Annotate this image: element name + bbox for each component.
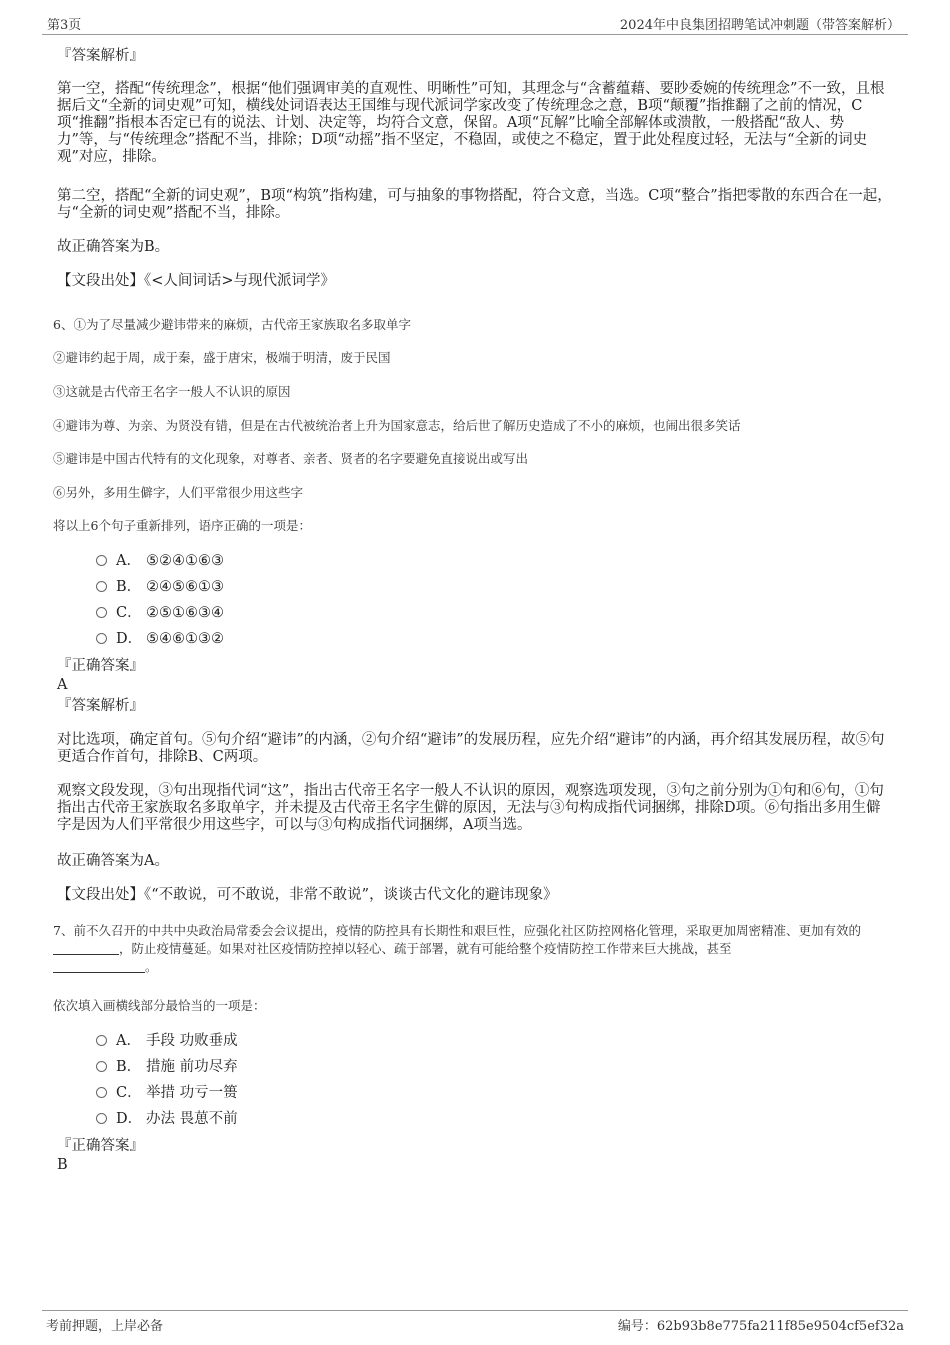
q5-analysis-para1: 第一空，搭配“传统理念”，根据“他们强调审美的直观性、明晰性”可知，其理念与“含蓄蕴藉、要眇委婉的传统理念”不一致，且根据后文“全新的词史观”可知，横线处词语表达王国维与现代派词学家改变了传统理念之意，B项“颠覆”指推翻了之前的情况，C项“推翻”指根本否定已有的说法、计划、决定等，均符合文意，保留。A项“瓦解”比喻全部解体或溃散，一般搭配“敌人、势力”等，与“传统理念”搭配不当，排除；D项“动摇”指不坚定，不稳固，或使之不稳定，置于此处程度过轻，无法与“全新的词史观”对应，排除。 xyxy=(57,81,885,165)
q6-sentence-3: ③这就是古代帝王名字一般人不认识的原因 xyxy=(53,384,291,399)
q6-sentence-5: ⑤避讳是中国古代特有的文化现象，对尊者、亲者、贤者的名字要避免直接说出或写出 xyxy=(53,451,529,466)
q7-answer: B xyxy=(57,1157,68,1173)
q7-prompt: 依次填入画横线部分最恰当的一项是： xyxy=(53,998,266,1013)
page-header xyxy=(42,14,908,35)
q7-option-d[interactable]: D． 办法 畏葸不前 xyxy=(96,1109,238,1129)
q6-answer: A xyxy=(57,677,68,693)
footer-slogan: 考前押题，上岸必备 xyxy=(46,1319,164,1334)
q6-source: 【文段出处】《“不敢说，可不敢说，非常不敢说”，谈谈古代文化的避讳现象》 xyxy=(57,887,558,903)
q6-answer-label: 『正确答案』 xyxy=(57,658,144,674)
q6-sentence-1: 6、①为了尽量减少避讳带来的麻烦，古代帝王家族取名多取单字 xyxy=(53,317,411,332)
q6-sentence-6: ⑥另外，多用生僻字，人们平常很少用这些字 xyxy=(53,485,304,500)
q6-option-a[interactable]: A． ⑤②④①⑥③ xyxy=(96,551,224,571)
radio-button-icon[interactable] xyxy=(96,1113,107,1124)
radio-button-icon[interactable] xyxy=(96,1035,107,1046)
q7-stem: 7、前不久召开的中共中央政治局常委会会议提出，疫情的防控具有长期性和艰巨性，应强化社区防控网格化管理，采取更加周密精准、更加有效的 ，防止疫情蔓延。如果对社区疫情防控掉以轻心、疏于部署，就有可能给整个疫情防控工作带来巨大挑战，甚至 。 xyxy=(53,923,861,974)
q6-prompt: 将以上6个句子重新排列，语序正确的一项是： xyxy=(53,518,311,533)
radio-button-icon[interactable] xyxy=(96,1087,107,1098)
radio-button-icon[interactable] xyxy=(96,633,107,644)
q6-analysis-para2: 观察文段发现，③句出现指代词“这”，指出古代帝王名字一般人不认识的原因，观察选项发现，③句之前分别为①句和⑥句，①句指出古代帝王家族取名多取单字，并未提及古代帝王名字生僻的原因，无法与③句构成指代词捆绑，排除D项。⑥句指出多用生僻字是因为人们平常很少用这些字，可以与③句构成指代词捆绑，A项当选。 xyxy=(57,783,884,833)
q7-option-b[interactable]: B． 措施 前功尽弃 xyxy=(96,1057,238,1077)
q7-option-a[interactable]: A． 手段 功败垂成 xyxy=(96,1031,238,1051)
page-footer xyxy=(42,1310,908,1333)
radio-button-icon[interactable] xyxy=(96,607,107,618)
q6-analysis-para1: 对比选项，确定首句。⑤句介绍“避讳”的内涵，②句介绍“避讳”的发展历程，应先介绍“避讳”的内涵，再介绍其发展历程，故⑤句更适合作首句，排除B、C两项。 xyxy=(57,732,885,765)
q6-analysis-label: 『答案解析』 xyxy=(57,698,144,714)
page-number: 第3页 xyxy=(47,18,82,33)
q7-answer-label: 『正确答案』 xyxy=(57,1138,144,1154)
radio-button-icon[interactable] xyxy=(96,1061,107,1072)
q7-option-c[interactable]: C． 举措 功亏一篑 xyxy=(96,1083,238,1103)
blank-1 xyxy=(53,942,119,955)
q6-option-b[interactable]: B． ②④⑤⑥①③ xyxy=(96,577,224,597)
q6-option-d[interactable]: D． ⑤④⑥①③② xyxy=(96,629,224,649)
document-title: 2024年中良集团招聘笔试冲刺题（带答案解析） xyxy=(619,18,900,33)
radio-button-icon[interactable] xyxy=(96,555,107,566)
blank-2 xyxy=(53,960,145,973)
radio-button-icon[interactable] xyxy=(96,581,107,592)
q6-sentence-2: ②避讳约起于周，成于秦，盛于唐宋，极端于明清，废于民国 xyxy=(53,350,391,365)
q5-source: 【文段出处】《<人间词话>与现代派词学》 xyxy=(57,273,336,289)
q5-analysis-label: 『答案解析』 xyxy=(57,48,144,64)
q5-analysis-para2: 第二空，搭配“全新的词史观”，B项“构筑”指构建，可与抽象的事物搭配，符合文意，当选。C项“整合”指把零散的东西合在一起，与“全新的词史观”搭配不当，排除。 xyxy=(57,188,892,221)
document-serial: 编号：62b93b8e775fa211f85e9504cf5ef32a xyxy=(617,1319,904,1334)
q6-conclusion: 故正确答案为A。 xyxy=(57,853,169,869)
q6-sentence-4: ④避讳为尊、为亲、为贤没有错，但是在古代被统治者上升为国家意志，给后世了解历史造成了不小的麻烦，也闹出很多笑话 xyxy=(53,418,741,433)
q6-option-c[interactable]: C． ②⑤①⑥③④ xyxy=(96,603,224,623)
q5-conclusion: 故正确答案为B。 xyxy=(57,239,170,255)
